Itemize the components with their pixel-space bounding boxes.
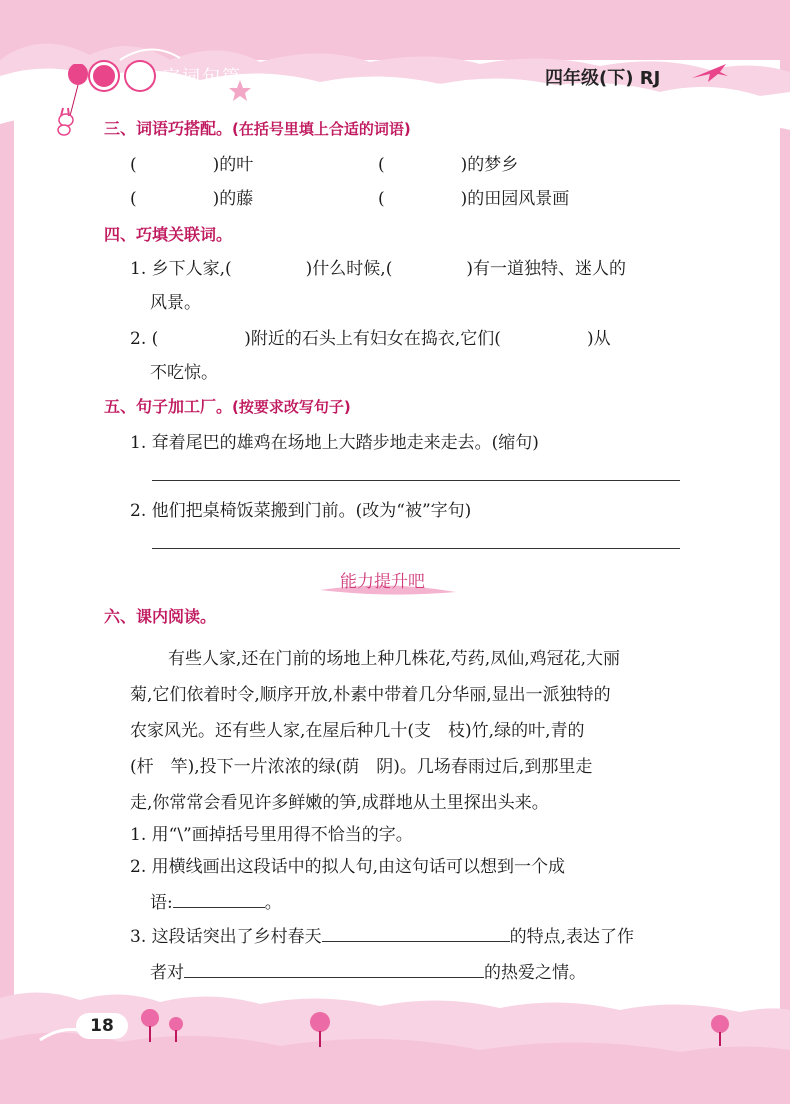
section6-question-1: 1. 用“\”画掉括号里用得不恰当的字。 [130,825,413,845]
section6-title: 六、课内阅读。 [104,607,217,626]
section5-title: 五、句子加工厂。(按要求改写句子) [104,397,351,416]
airplane-icon [690,58,730,84]
passage-line-4: (杆 竿),投下一片浓浓的绿(荫 阴)。几场春雨过后,到那里走 [130,757,593,777]
idiom-blank[interactable] [173,907,265,908]
section6-question-3-cont: 者对 的热爱之情。 [150,963,586,983]
section-label-text: 字词句篇 [162,67,242,88]
section3-title: 三、词语巧搭配。(在括号里填上合适的词语) [104,119,411,138]
section4-question-2-cont: 不吃惊。 [150,363,218,383]
ball-icon [126,62,154,90]
section6-question-2-cont: 语: 。 [150,893,282,913]
heart-icon [90,62,118,90]
section3-item-3: ( )的藤 [130,189,254,209]
section3-item-4: ( )的田园风景画 [378,189,570,209]
section3-item-1: ( )的叶 [130,155,254,175]
answer-line-2[interactable] [152,548,680,549]
answer-line-1[interactable] [152,480,680,481]
page-number: 18 [76,1013,128,1039]
passage-line-1: 有些人家,还在门前的场地上种几株花,芍药,凤仙,鸡冠花,大丽 [168,649,621,669]
object-blank[interactable] [184,977,484,978]
section4-question-1-cont: 风景。 [150,293,201,313]
section3-item-2: ( )的梦乡 [378,155,519,175]
section4-question-1: 1. 乡下人家,( )什么时候,( )有一道独特、迷人的 [130,259,626,279]
bunny-balloon-icon [52,64,92,144]
passage-line-3: 农家风光。还有些人家,在屋后种几十(支 枝)竹,绿的叶,青的 [130,721,585,741]
passage-line-2: 菊,它们依着时令,顺序开放,朴素中带着几分华丽,显出一派独特的 [130,685,611,705]
bottom-cloud-banner [0,980,790,1104]
section6-question-3: 3. 这段话突出了乡村春天 的特点,表达了作 [130,927,635,947]
section6-question-2: 2. 用横线画出这段话中的拟人句,由这句话可以想到一个成 [130,857,566,877]
section4-question-2: 2. ( )附近的石头上有妇女在捣衣,它们( )从 [130,329,611,349]
section4-title: 四、巧填关联词。 [104,225,233,244]
passage-line-5: 走,你常常会看见许多鲜嫩的笋,成群地从土里探出头来。 [130,793,549,813]
section5-question-2: 2. 他们把桌椅饭菜搬到门前。(改为“被”字句) [130,501,472,521]
section5-question-1: 1. 耷着尾巴的雄鸡在场地上大踏步地走来走去。(缩句) [130,433,539,453]
ability-section-label: 能力提升吧 [340,572,425,592]
grade-label: 四年级(下) RJ [545,68,661,89]
section-label [90,62,242,90]
feature-blank[interactable] [322,941,510,942]
